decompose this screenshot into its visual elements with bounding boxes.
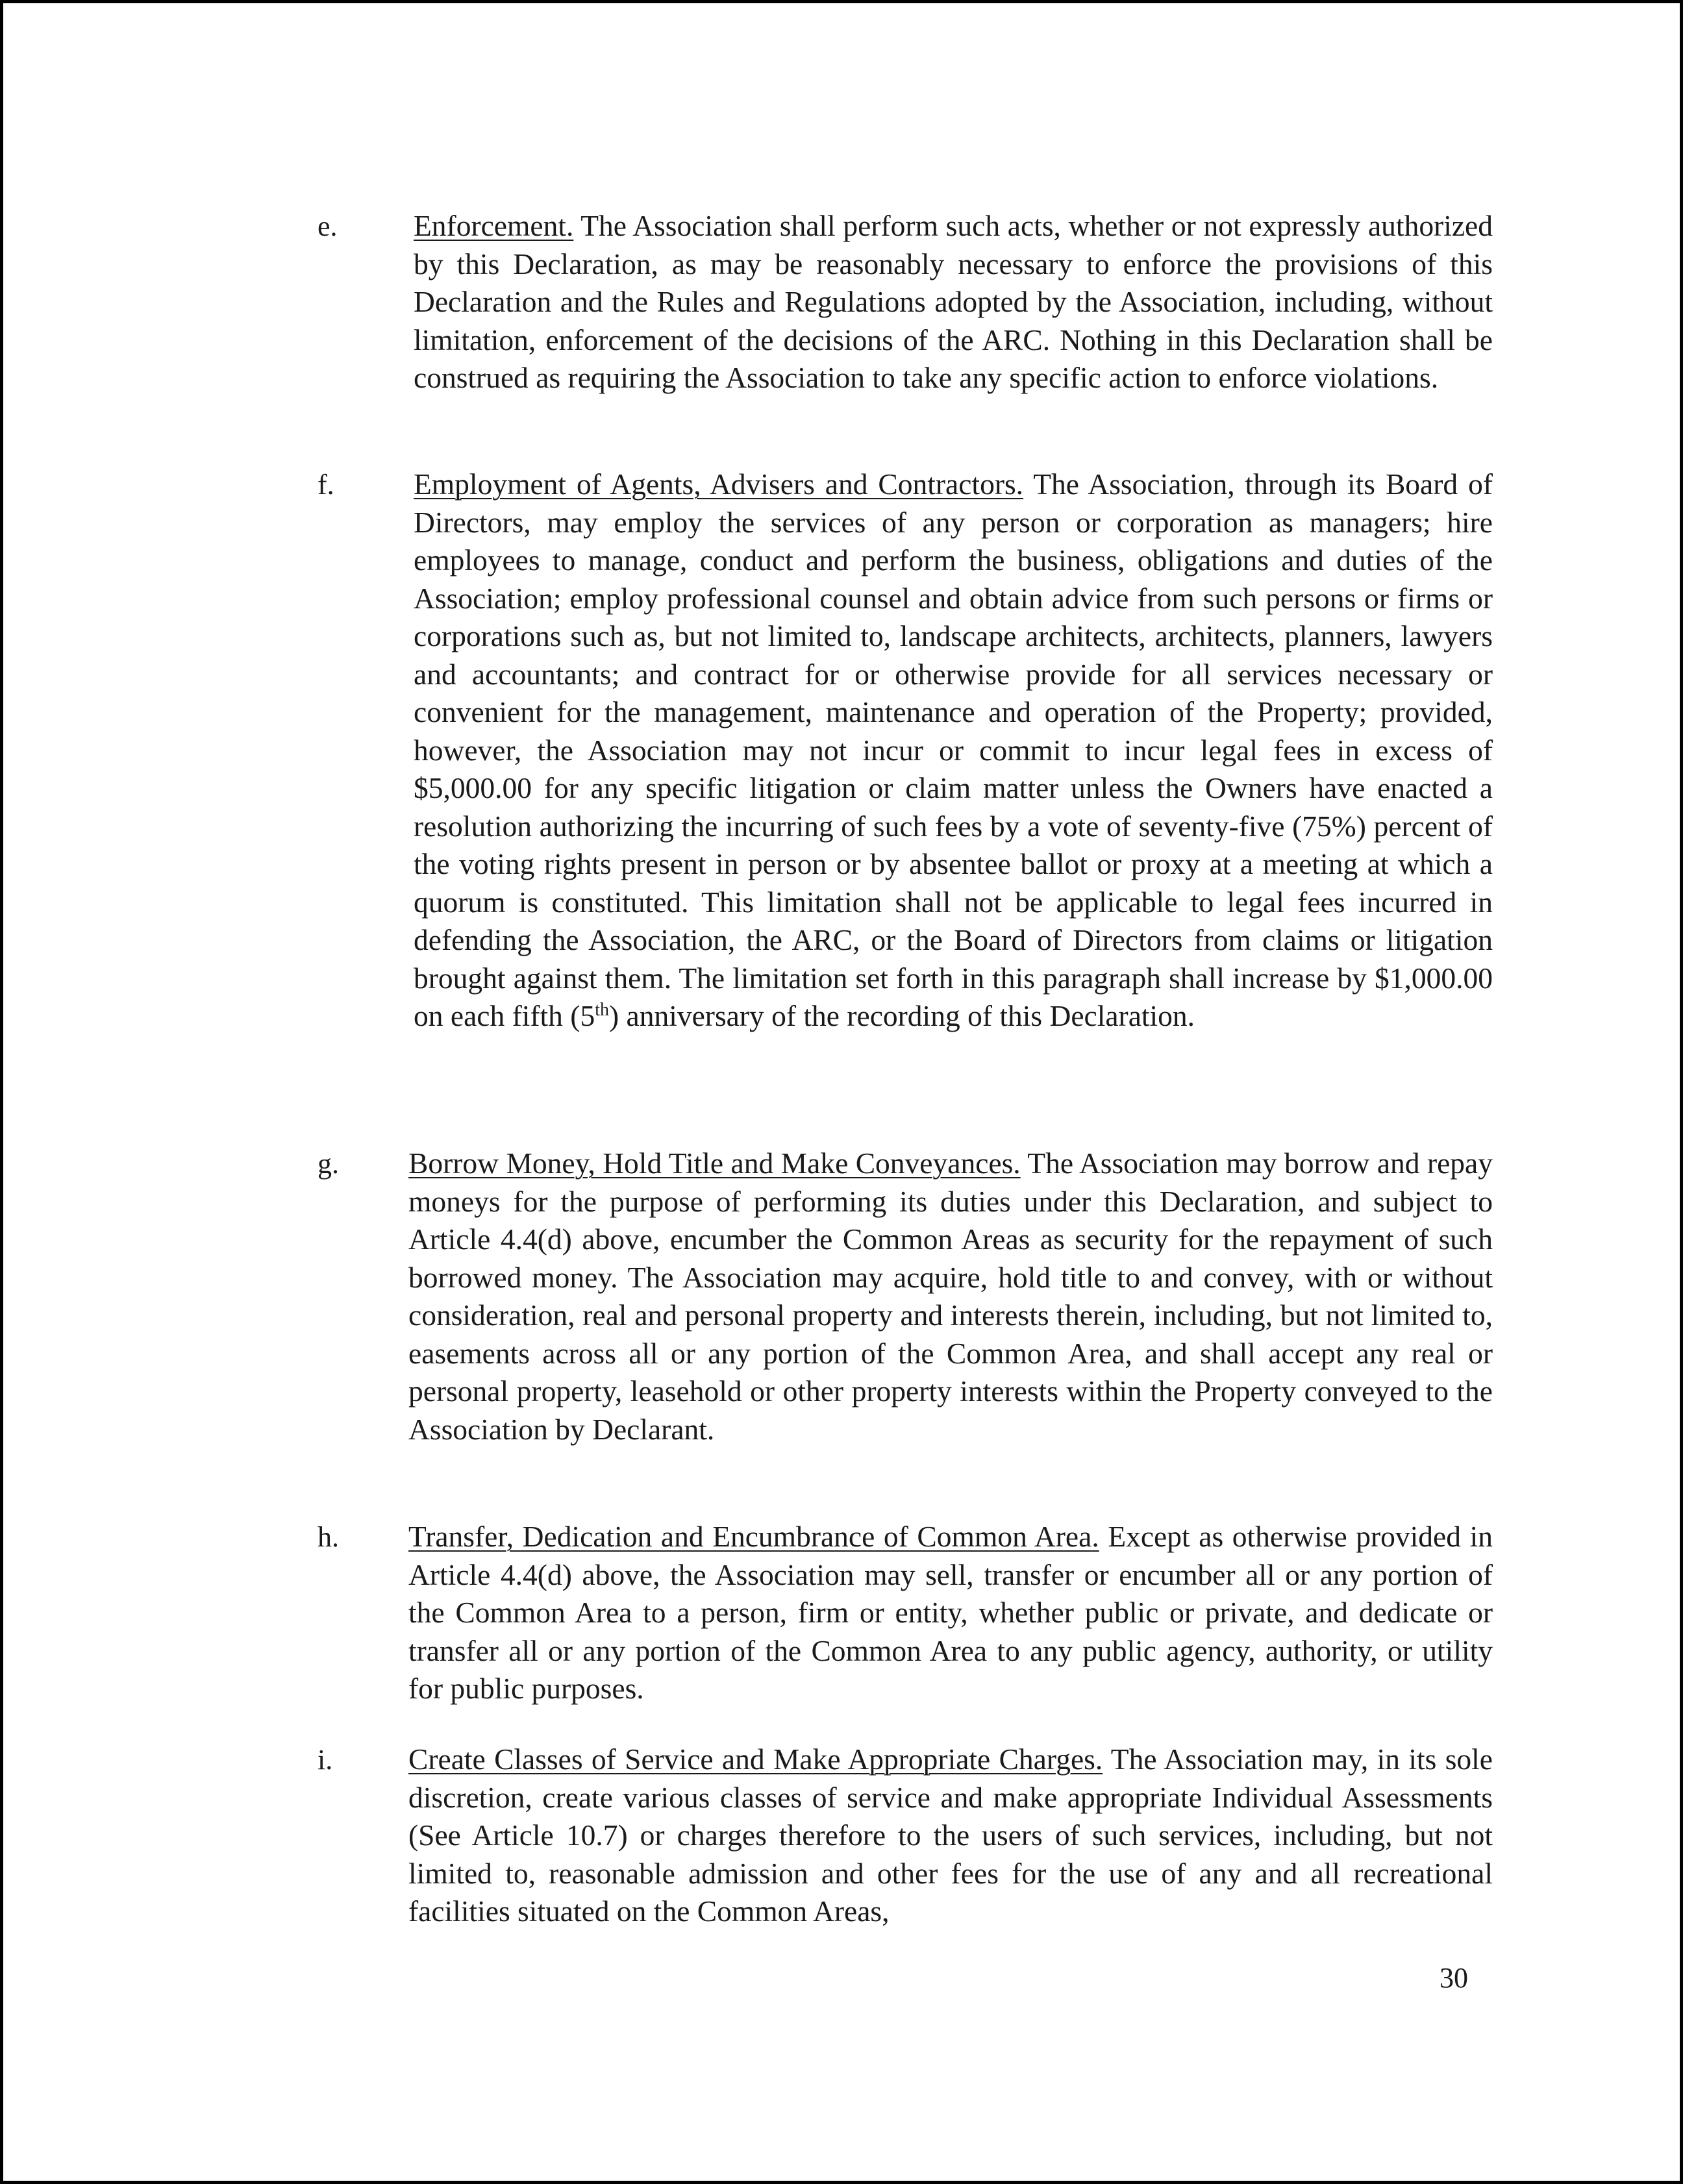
paragraph-body: The Association may borrow and repay moneys for the purpose of performing its duties under this Declaration, and subject to Article 4.4(d) above, encumber the Common Areas as security for the repayment of such borrowed money. The Association may acquire, hold title to and convey, with or without consideration, real and personal property and interests therein, including, but not limited to, easements across all or any portion of the Common Area, and shall accept any real or personal property, leasehold or other property interests within the Property conveyed to the Association by Declarant. xyxy=(408,1147,1493,1446)
paragraph-heading: Employment of Agents, Advisers and Contractors. xyxy=(414,467,1024,501)
paragraph-body-end: ) anniversary of the recording of this Declaration. xyxy=(608,999,1195,1032)
paragraph-e xyxy=(318,207,1493,397)
paragraph-body: The Association, through its Board of Directors, may employ the services of any person or corporation as managers; hire employees to manage, conduct and perform the business, obligations and duties of the Association; employ professional counsel and obtain advice from such persons or firms or corporations such as, but not limited to, landscape architects, architects, planners, lawyers and accountants; and contract for or otherwise provide for all services necessary or convenient for the management, maintenance and operation of the Property; provided, however, the Association may not incur or commit to incur legal fees in excess of $5,000.00 for any specific litigation or claim matter unless the Owners have enacted a resolution authorizing the incurring of such fees by a vote of seventy-five (75%) percent of the voting rights present in person or by absentee ballot or proxy at a meeting at which a quorum is constituted. This limitation shall not be applicable to legal fees incurred in defending the Association, the ARC, or the Board of Directors from claims or litigation brought against them. The limitation set forth in this paragraph shall increase by $1,000.00 on each fifth (5 xyxy=(414,467,1493,1032)
paragraph-f xyxy=(318,465,1493,1036)
paragraph-text xyxy=(414,207,1493,397)
paragraph-text xyxy=(408,1741,1493,1931)
paragraph-letter: e. xyxy=(318,210,338,242)
paragraph-letter: i. xyxy=(318,1744,333,1776)
paragraph-text xyxy=(408,1145,1493,1448)
paragraph-heading: Enforcement. xyxy=(414,209,574,242)
paragraph-h xyxy=(318,1518,1493,1708)
paragraph-body: Except as otherwise provided in Article 4.4(d) above, the Association may sell, transfer or encumber all or any portion of the Common Area to a person, firm or entity, whether public or private, and dedicate or transfer all or any portion of the Common Area to any public agency, authority, or utility for public purposes. xyxy=(408,1520,1493,1705)
paragraph-g xyxy=(318,1145,1493,1448)
paragraph-letter: f. xyxy=(318,469,334,501)
paragraph-heading: Create Classes of Service and Make Appropriate Charges. xyxy=(408,1743,1103,1776)
paragraph-letter: g. xyxy=(318,1148,339,1180)
paragraph-body: The Association may, in its sole discretion, create various classes of service and make appropriate Individual Assessments (See Article 10.7) or charges therefore to the users of such services, including, but not limited to, reasonable admission and other fees for the use of any and all recreational facilities situated on the Common Areas, xyxy=(408,1743,1493,1928)
paragraph-letter: h. xyxy=(318,1521,339,1553)
superscript-ordinal: th xyxy=(595,999,609,1020)
paragraph-heading: Transfer, Dedication and Encumbrance of Common Area. xyxy=(408,1520,1099,1553)
paragraph-text xyxy=(414,465,1493,1036)
paragraph-text xyxy=(408,1518,1493,1708)
paragraph-heading: Borrow Money, Hold Title and Make Conveyances. xyxy=(408,1147,1021,1180)
page-number: 30 xyxy=(1440,1962,1468,1994)
paragraph-body: The Association shall perform such acts, whether or not expressly authorized by this Declaration, as may be reasonably necessary to enforce the provisions of this Declaration and the Rules and Regulations adopted by the Association, including, without limitation, enforcement of the decisions of the ARC. Nothing in this Declaration shall be construed as requiring the Association to take any specific action to enforce violations. xyxy=(414,209,1493,394)
paragraph-i xyxy=(318,1741,1493,1931)
